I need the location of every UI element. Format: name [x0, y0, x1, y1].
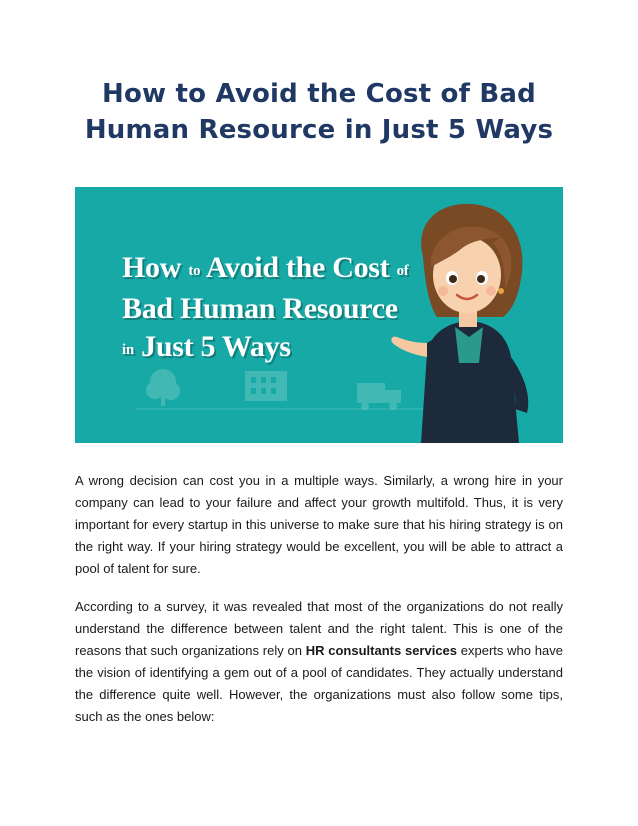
- tree-icon: [146, 369, 180, 406]
- banner-word-to: to: [188, 263, 201, 279]
- truck-icon: [357, 383, 401, 410]
- banner-headline: [122, 249, 408, 369]
- banner-word-of: of: [396, 263, 409, 279]
- banner-word-how: How: [122, 251, 182, 284]
- banner-word-in: in: [122, 342, 134, 358]
- hr-consultants-link[interactable]: HR consultants services: [305, 643, 458, 658]
- hero-banner-image: [75, 187, 563, 443]
- banner-line-1: [122, 249, 408, 290]
- paragraph-1: A wrong decision can cost you in a multiple ways. Similarly, a wrong hire in your company can lead to your failure and affect your growth multifold. Thus, it is very important for every startup in this universe to make sure that his hiring strategy is on the right way. If your hiring strategy would be excellent, you will be able to attract a pool of talent for sure.: [75, 473, 563, 576]
- document-title: [60, 76, 578, 148]
- title-line-2: Human Resource in Just 5 Ways: [84, 115, 554, 145]
- banner-line-3: [122, 328, 408, 369]
- building-icon: [245, 371, 287, 401]
- banner-words-just-5-ways: Just 5 Ways: [141, 330, 291, 363]
- article-body: [75, 470, 563, 744]
- banner-line-2: Bad Human Resource: [122, 292, 398, 325]
- title-line-1: How to Avoid the Cost of Bad: [102, 79, 536, 109]
- banner-words-avoid-the-cost: Avoid the Cost: [205, 251, 390, 284]
- paragraph-2: [75, 596, 563, 728]
- businesswoman-illustration: [391, 204, 528, 443]
- paragraph-2-text-after: experts who have the vision of identifying a gem out of a pool of candidates. They actually understand the difference quite well. However, the organizations must also follow some tips, such as the ones below:: [75, 643, 563, 724]
- paragraph-2-text-before: According to a survey, it was revealed that most of the organizations do not really understand the difference between talent and the right talent. This is one of the reasons that such organizations rely on: [75, 599, 563, 658]
